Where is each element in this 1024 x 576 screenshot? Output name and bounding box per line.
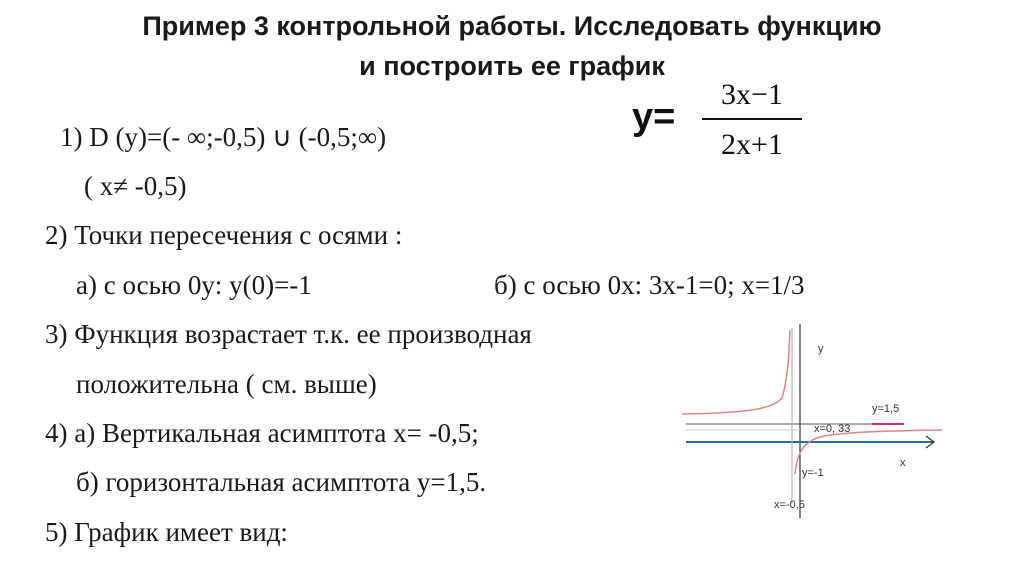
root-label: x=0, 33 [814, 423, 851, 435]
formula-label: y= [632, 96, 676, 138]
step-2-heading: 2) Точки пересечения с осями : [45, 220, 403, 250]
step-5-graph: 5) График имеет вид: [45, 517, 288, 547]
title-line-1: Пример 3 контрольной работы. Исследовать функцию [142, 11, 882, 41]
vertical-asymptote-label: x=-0,5 [774, 499, 805, 511]
step-3-increasing: 3) Функция возрастает т.к. ее производная [45, 319, 532, 349]
formula-fraction [702, 76, 802, 164]
y-intercept-label: y=-1 [802, 467, 824, 479]
step-1-domain: 1) D (y)=(- ∞;-0,5) ∪ (-0,5;∞) [60, 122, 387, 152]
step-3-positive: положительна ( см. выше) [76, 369, 377, 399]
step-2b-x-axis: б) с осью 0x: 3x-1=0; x=1/3 [494, 270, 805, 300]
title-line-2: и построить ее график [359, 51, 665, 81]
fraction-bar [702, 118, 802, 120]
formula-denominator: 2x+1 [721, 128, 783, 161]
formula-numerator: 3x−1 [721, 78, 783, 111]
slide-title [0, 6, 1024, 86]
function-graph [672, 318, 952, 538]
y-axis-label: y [818, 343, 824, 355]
step-4a-vertical-asymptote: 4) а) Вертикальная асимптота x= -0,5; [45, 418, 479, 448]
step-4b-horizontal-asymptote: б) горизонтальная асимптота y=1,5. [76, 467, 487, 497]
x-axis-label: x [900, 457, 906, 469]
horizontal-asymptote-label: y=1,5 [872, 403, 900, 415]
step-2a-y-axis: а) с осью 0y: y(0)=-1 [76, 270, 312, 300]
step-1-exclusion: ( x≠ -0,5) [84, 171, 187, 201]
graph-background [672, 318, 952, 538]
